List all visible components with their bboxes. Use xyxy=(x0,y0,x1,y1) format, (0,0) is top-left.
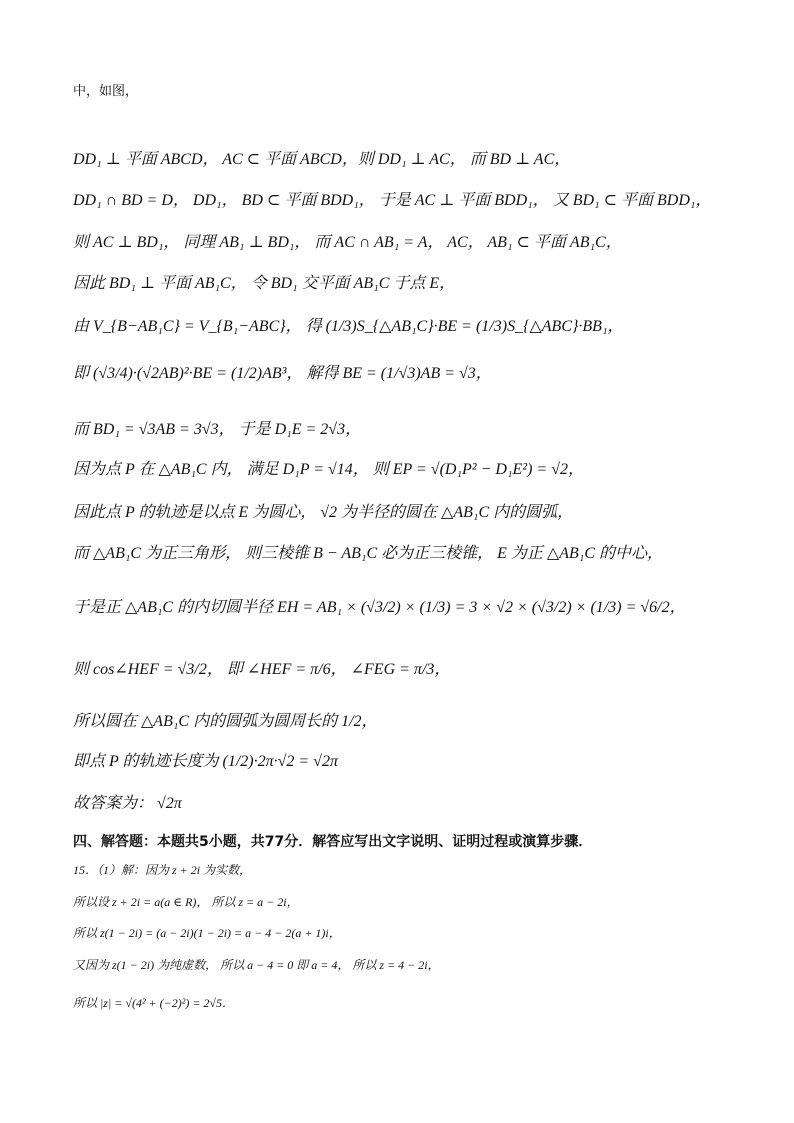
text-line-10: 因此点 P 的轨迹是以点 E 为圆心， √2 为半径的圆在 △AB₁C 内的圆弧， xyxy=(73,504,574,521)
text-line-7: 即 (√3/4)·(√2AB)²·BE = (1/2)AB³， 解得 BE = (1/√3)AB = √3， xyxy=(73,365,492,382)
text-line-19: 所以设 z + 2i = a(a ∈ R)， 所以 z = a − 2i， xyxy=(73,895,299,909)
text-line-20: 所以 z(1 − 2i) = (a − 2i)(1 − 2i) = a − 4 − 2(a + 1)i， xyxy=(73,926,341,940)
text-line-3: DD₁ ∩ BD = D， DD₁， BD ⊂ 平面 BDD₁， 于是 AC ⊥ 平面 BDD₁， 又 BD₁ ⊂ 平面 BDD₁， xyxy=(73,192,712,209)
text-line-1: 中，如图， xyxy=(73,84,139,99)
text-line-8: 而 BD₁ = √3AB = 3√3， 于是 D₁E = 2√3， xyxy=(73,421,362,438)
text-line-2: DD₁ ⊥ 平面 ABCD， AC ⊂ 平面 ABCD，则 DD₁ ⊥ AC， 而 BD ⊥ AC， xyxy=(73,151,571,168)
text-line-15: 即点 P 的轨迹长度为 (1/2)·2π·√2 = √2π xyxy=(73,753,338,770)
section-heading: 四、解答题：本题共5小题，共77分．解答应写出文字说明、证明过程或演算步骤． xyxy=(73,834,593,850)
text-line-9: 因为点 P 在 △AB₁C 内， 满足 D₁P = √14， 则 EP = √(D₁P² − D₁E²) = √2， xyxy=(73,461,584,478)
text-line-5: 因此 BD₁ ⊥ 平面 AB₁C， 令 BD₁ 交平面 AB₁C 于点 E， xyxy=(73,275,456,292)
text-line-12: 于是正 △AB₁C 的内切圆半径 EH = AB₁ × (√3/2) × (1/3) = 3 × √2 × (√3/2) × (1/3) = √6/2， xyxy=(73,599,686,616)
text-line-14: 所以圆在 △AB₁C 内的圆弧为圆周长的 1/2， xyxy=(73,713,378,730)
text-line-13: 则 cos∠HEF = √3/2， 即 ∠HEF = π/6， ∠FEG = π/3， xyxy=(73,661,451,678)
text-line-6: 由 V_{B−AB₁C} = V_{B₁−ABC}， 得 (1/3)S_{△AB₁C}·BE = (1/3)S_{△ABC}·BB₁， xyxy=(73,318,624,335)
text-line-11: 而 △AB₁C 为正三角形， 则三棱锥 B − AB₁C 必为正三棱锥， E 为正 △AB₁C 的中心， xyxy=(73,545,664,562)
text-line-21: 又因为 z(1 − 2i) 为纯虚数， 所以 a − 4 = 0 即 a = 4， 所以 z = 4 − 2i， xyxy=(73,958,440,972)
text-line-22: 所以 |z| = √(4² + (−2)²) = 2√5． xyxy=(73,996,235,1010)
text-line-16: 故答案为： √2π xyxy=(73,795,182,812)
text-line-4: 则 AC ⊥ BD₁， 同理 AB₁ ⊥ BD₁， 而 AC ∩ AB₁ = A， AC， AB₁ ⊂ 平面 AB₁C， xyxy=(73,234,622,251)
text-line-18: 15．（1）解：因为 z + 2i 为实数， xyxy=(73,863,252,877)
